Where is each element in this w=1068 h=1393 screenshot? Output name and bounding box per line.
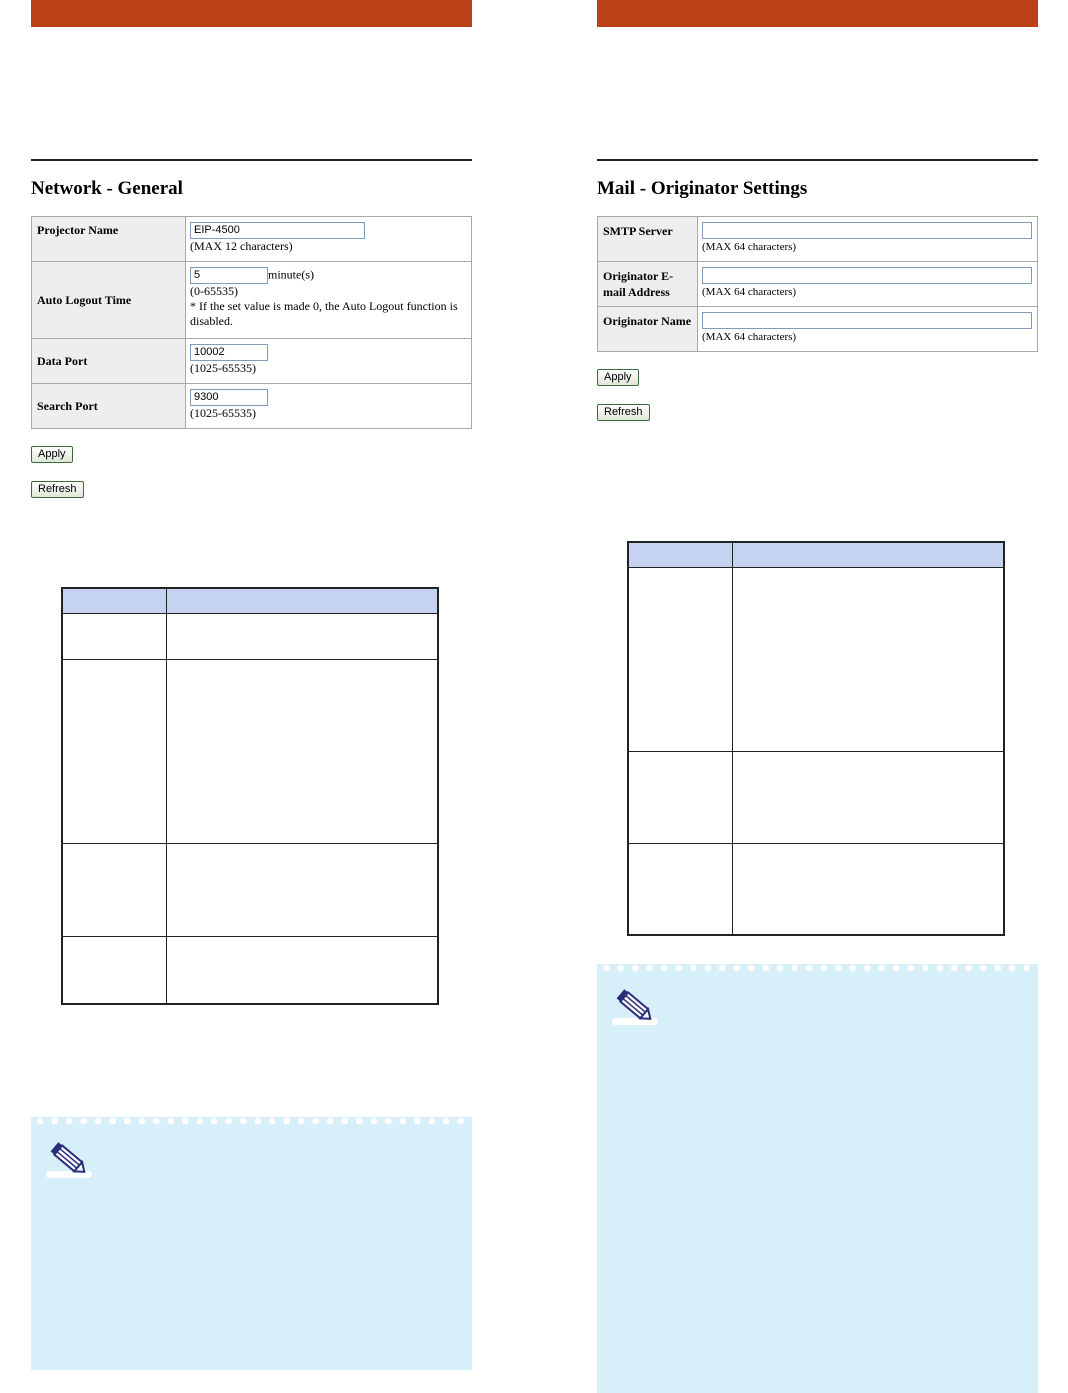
field-label: Auto Logout Time bbox=[32, 262, 186, 339]
field-value bbox=[186, 384, 472, 429]
pencil-icon bbox=[45, 1141, 93, 1179]
field-value bbox=[698, 307, 1038, 352]
field-label: Projector Name bbox=[32, 217, 186, 262]
description-header-row bbox=[62, 588, 438, 614]
description-row bbox=[628, 844, 1004, 935]
field-hint: (MAX 64 characters) bbox=[702, 331, 797, 343]
field-label: Originator E-mail Address bbox=[598, 262, 698, 307]
description-row bbox=[62, 937, 438, 1004]
description-table bbox=[627, 541, 1005, 936]
field-hint: (0-65535) bbox=[190, 284, 238, 298]
description-cell bbox=[62, 937, 167, 1004]
refresh-button[interactable]: Refresh bbox=[597, 404, 650, 421]
field-hint: (1025-65535) bbox=[190, 406, 256, 420]
form-row-originator-name bbox=[598, 307, 1038, 352]
note-box-dotted-edge bbox=[597, 964, 1038, 974]
title-divider bbox=[31, 159, 472, 161]
field-note: * If the set value is made 0, the Auto Logout function is disabled. bbox=[190, 299, 458, 328]
form-row-auto-logout-time bbox=[32, 262, 472, 339]
section-header-bar bbox=[597, 0, 1038, 27]
description-cell bbox=[733, 844, 1005, 935]
page-title: Network - General bbox=[31, 178, 183, 199]
originator-name-input[interactable] bbox=[702, 312, 1032, 329]
description-cell bbox=[62, 660, 167, 844]
page-title: Mail - Originator Settings bbox=[597, 178, 808, 199]
originator-email-input[interactable] bbox=[702, 267, 1032, 284]
description-cell bbox=[628, 752, 733, 844]
description-cell bbox=[167, 937, 439, 1004]
description-cell bbox=[733, 568, 1005, 752]
title-divider bbox=[597, 159, 1038, 161]
field-value bbox=[698, 217, 1038, 262]
field-value bbox=[698, 262, 1038, 307]
description-cell bbox=[167, 614, 439, 660]
description-header-cell bbox=[628, 542, 733, 568]
description-row bbox=[628, 568, 1004, 752]
left-column bbox=[31, 0, 472, 1393]
field-hint: (1025-65535) bbox=[190, 361, 256, 375]
form-row-smtp-server bbox=[598, 217, 1038, 262]
pencil-icon bbox=[611, 988, 659, 1026]
field-unit: minute(s) bbox=[268, 267, 314, 282]
network-general-form bbox=[31, 216, 472, 429]
field-value bbox=[186, 217, 472, 262]
description-header-cell bbox=[62, 588, 167, 614]
section-header-bar bbox=[31, 0, 472, 27]
description-header-cell bbox=[167, 588, 439, 614]
description-table bbox=[61, 587, 439, 1005]
projector-name-input[interactable]: EIP-4500 bbox=[190, 222, 365, 239]
apply-button[interactable]: Apply bbox=[31, 446, 73, 463]
auto-logout-time-input[interactable]: 5 bbox=[190, 267, 268, 284]
description-cell bbox=[167, 660, 439, 844]
description-cell bbox=[733, 752, 1005, 844]
form-row-search-port bbox=[32, 384, 472, 429]
field-hint: (MAX 64 characters) bbox=[702, 286, 797, 298]
description-cell bbox=[62, 844, 167, 937]
note-box bbox=[597, 964, 1038, 1393]
field-value bbox=[186, 262, 472, 339]
field-hint: (MAX 64 characters) bbox=[702, 241, 797, 253]
description-cell bbox=[167, 844, 439, 937]
note-box-dotted-edge bbox=[31, 1117, 472, 1127]
mail-originator-form bbox=[597, 216, 1038, 352]
right-column bbox=[597, 0, 1038, 1393]
field-label: Search Port bbox=[32, 384, 186, 429]
form-row-data-port bbox=[32, 339, 472, 384]
search-port-input[interactable]: 9300 bbox=[190, 389, 268, 406]
description-cell bbox=[62, 614, 167, 660]
refresh-button[interactable]: Refresh bbox=[31, 481, 84, 498]
field-hint: (MAX 12 characters) bbox=[190, 239, 293, 253]
data-port-input[interactable]: 10002 bbox=[190, 344, 268, 361]
form-row-originator-email bbox=[598, 262, 1038, 307]
smtp-server-input[interactable] bbox=[702, 222, 1032, 239]
description-cell bbox=[628, 844, 733, 935]
description-row bbox=[628, 752, 1004, 844]
description-header-cell bbox=[733, 542, 1005, 568]
description-row bbox=[62, 844, 438, 937]
form-row-projector-name bbox=[32, 217, 472, 262]
field-value bbox=[186, 339, 472, 384]
description-row bbox=[62, 660, 438, 844]
description-header-row bbox=[628, 542, 1004, 568]
apply-button[interactable]: Apply bbox=[597, 369, 639, 386]
field-label: SMTP Server bbox=[598, 217, 698, 262]
description-cell bbox=[628, 568, 733, 752]
note-box bbox=[31, 1117, 472, 1370]
field-label: Data Port bbox=[32, 339, 186, 384]
field-label: Originator Name bbox=[598, 307, 698, 352]
description-row bbox=[62, 614, 438, 660]
